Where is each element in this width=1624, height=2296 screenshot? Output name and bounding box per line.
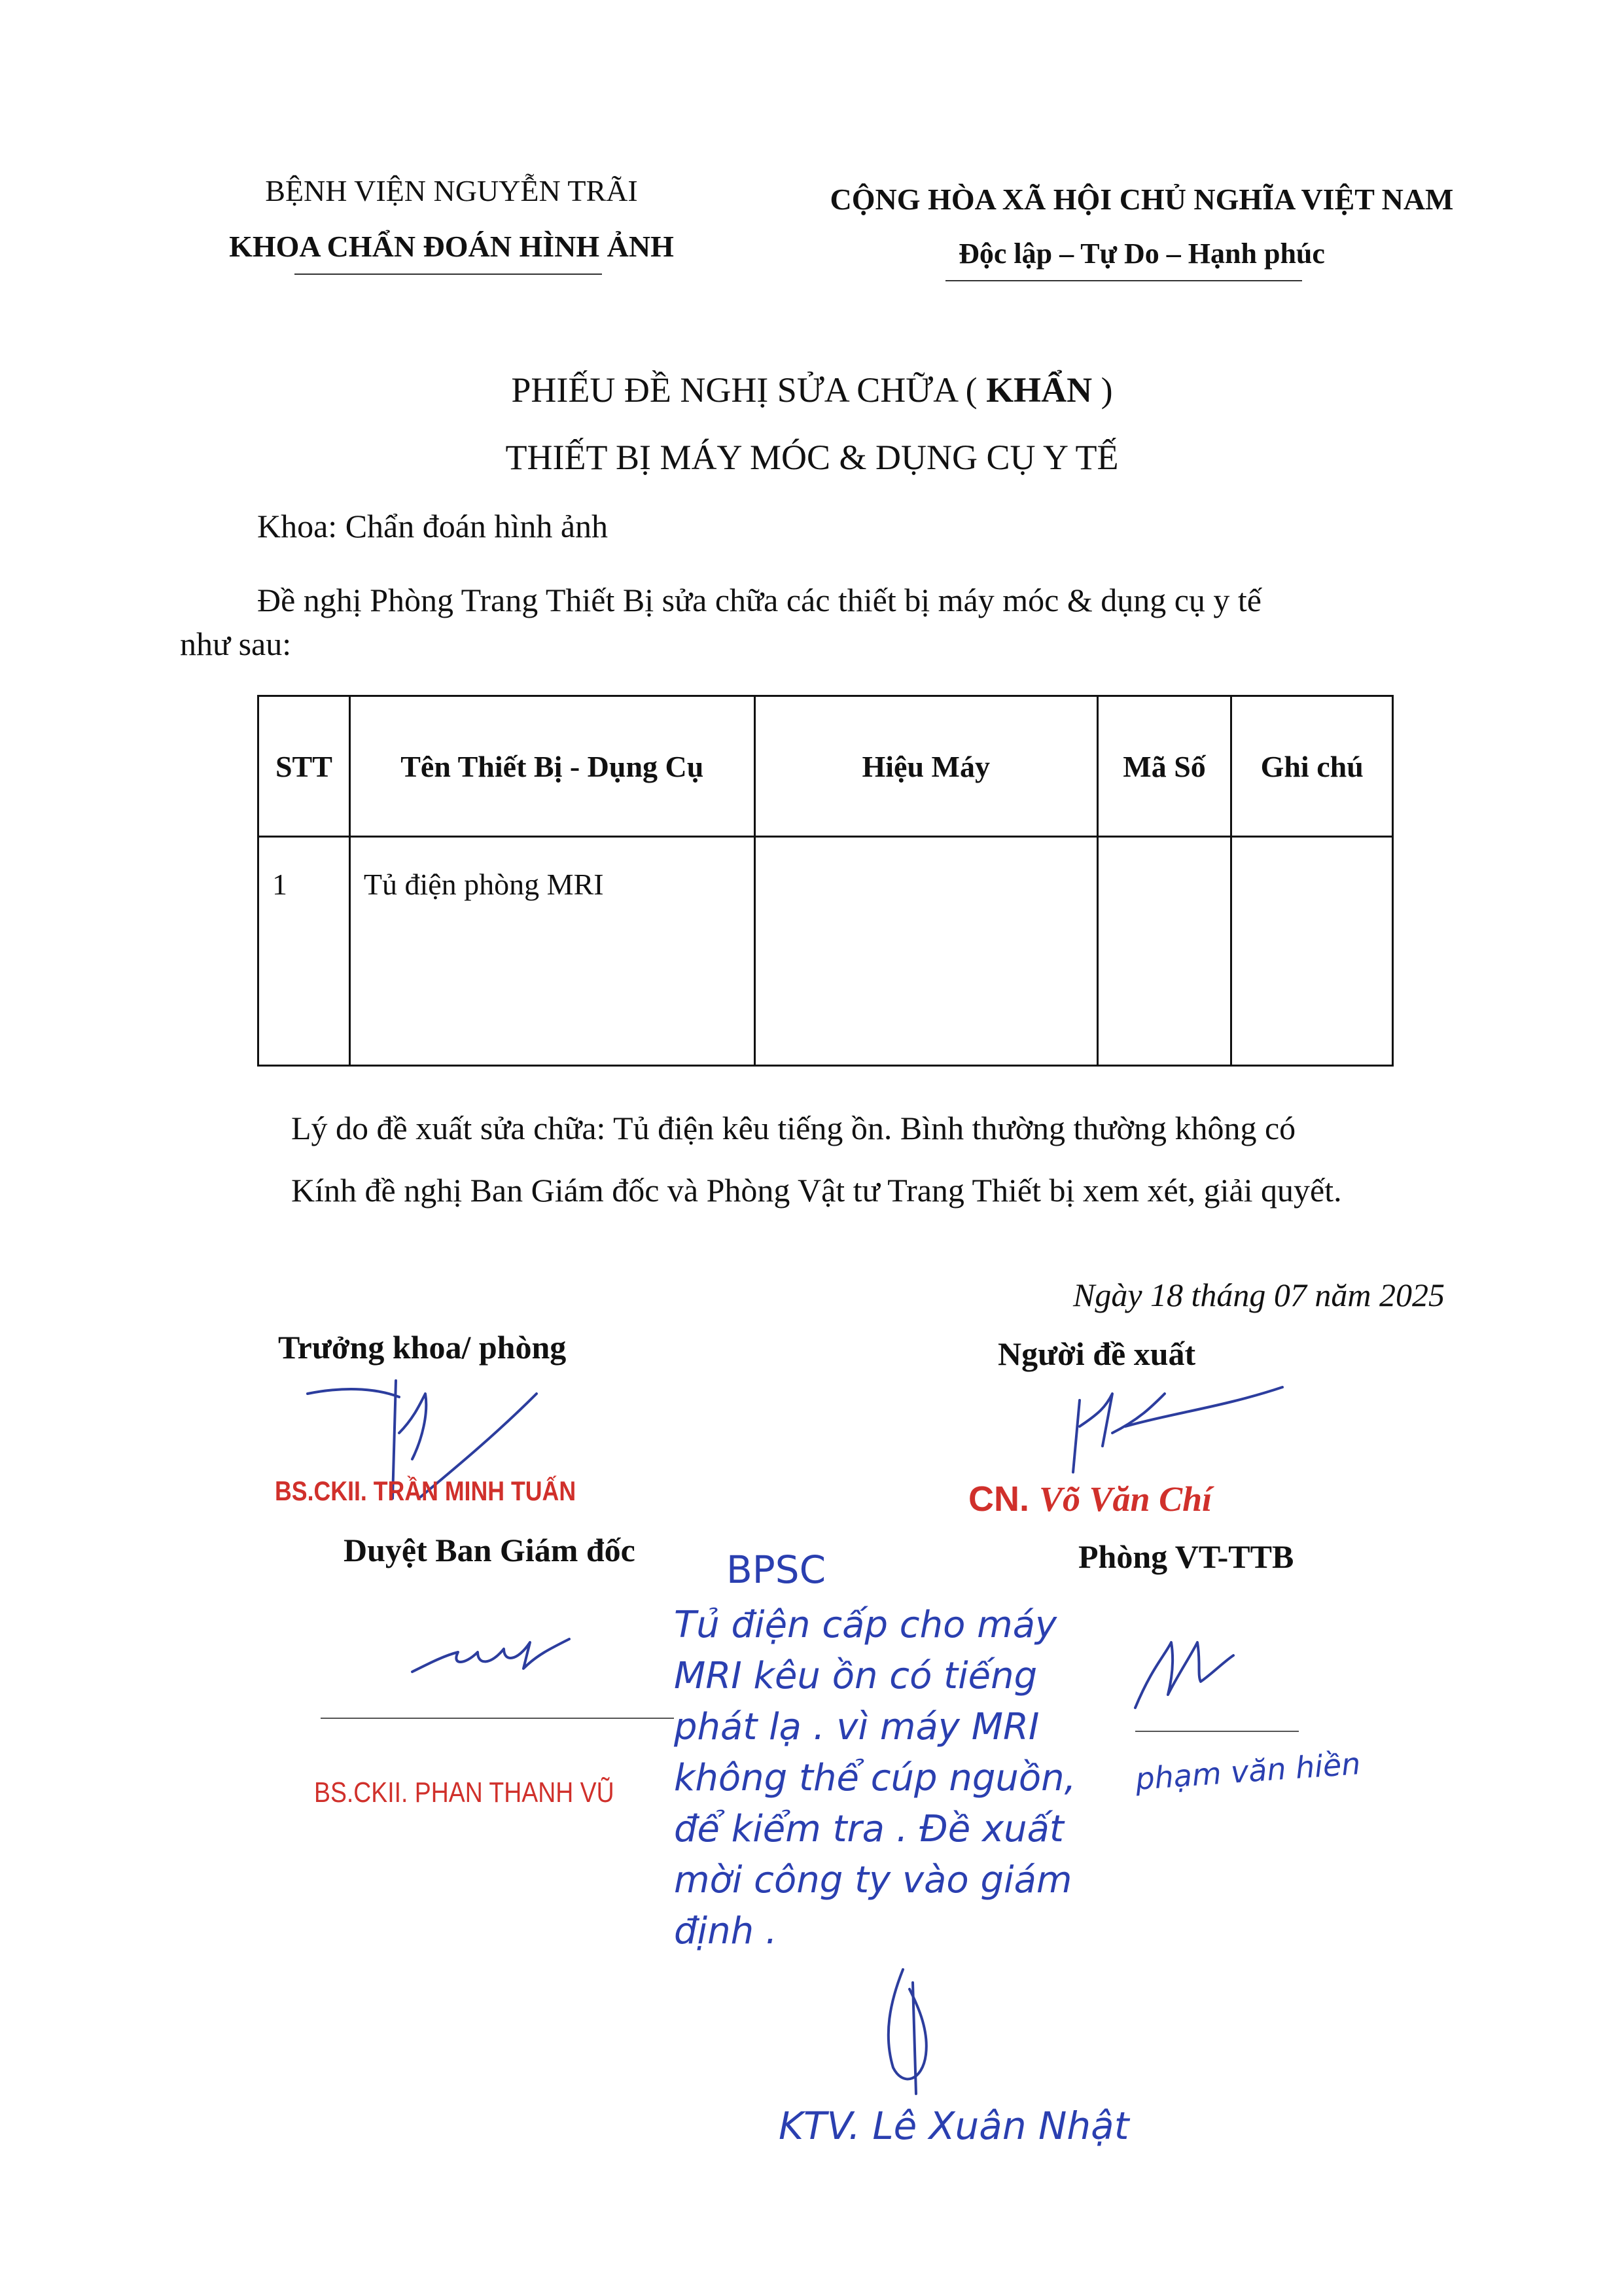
national-motto: Độc lập – Tự Do – Hạnh phúc (959, 238, 1325, 270)
equipment-handwritten-name: phạm văn hiền (1134, 1746, 1362, 1797)
note-signer-name: KTV. Lê Xuân Nhật (779, 2104, 1129, 2148)
column-header-code: Mã Số (1097, 696, 1231, 837)
director-signature (406, 1616, 576, 1688)
equipment-signature-line (1135, 1731, 1299, 1732)
handwritten-note-heading: BPSC (726, 1547, 826, 1592)
row-brand (754, 837, 1097, 1066)
equipment-department-title: Phòng VT-TTB (1078, 1538, 1294, 1575)
note-line: phát lạ . vì máy MRI (674, 1706, 1040, 1748)
note-line: Tủ điện cấp cho máy (674, 1604, 1057, 1646)
note-signature (864, 1963, 968, 2107)
note-line: MRI kêu ồn có tiếng (674, 1655, 1038, 1697)
header-right-underline (945, 280, 1302, 281)
head-name-stamp: BS.CKII. TRẦN MINH TUẤN (275, 1475, 576, 1506)
director-approval-title: Duyệt Ban Giám đốc (344, 1532, 635, 1568)
row-device-name: Tủ điện phòng MRI (349, 837, 754, 1066)
form-title-prefix: PHIẾU ĐỀ NGHỊ SỬA CHỮA ( (511, 370, 978, 410)
column-header-brand: Hiệu Máy (754, 696, 1097, 837)
closing-line: Kính đề nghị Ban Giám đốc và Phòng Vật tư Trang Thiết bị xem xét, giải quyết. (291, 1172, 1342, 1209)
director-name-stamp: BS.CKII. PHAN THANH VŨ (314, 1776, 614, 1809)
reason-line: Lý do đề xuất sửa chữa: Tủ điện kêu tiếng ồn. Bình thường thường không có (291, 1110, 1296, 1146)
form-subtitle: THIẾT BỊ MÁY MÓC & DỤNG CỤ Y TẾ (505, 438, 1119, 477)
table-row (258, 837, 1393, 1066)
equipment-signature (1125, 1616, 1296, 1721)
column-header-note: Ghi chú (1231, 696, 1393, 837)
proposer-stamp-prefix: CN. (968, 1479, 1029, 1519)
director-signature-line (321, 1718, 674, 1719)
national-title: CỘNG HÒA XÃ HỘI CHỦ NGHĨA VIỆT NAM (830, 183, 1454, 216)
hospital-name: BỆNH VIỆN NGUYỄN TRÃI (265, 174, 638, 207)
request-line: Đề nghị Phòng Trang Thiết Bị sửa chữa các thiết bị máy móc & dụng cụ y tế (257, 582, 1262, 618)
form-title (0, 370, 1624, 410)
head-of-department-title: Trưởng khoa/ phòng (278, 1329, 567, 1366)
table-header-row (258, 696, 1393, 837)
note-line: không thể cúp nguồn, (674, 1757, 1076, 1799)
column-header-device-name: Tên Thiết Bị - Dụng Cụ (349, 696, 754, 837)
row-stt: 1 (258, 837, 350, 1066)
column-header-stt: STT (258, 696, 350, 837)
handwritten-note (674, 1600, 1076, 1957)
proposer-stamp-name: Võ Văn Chí (1039, 1479, 1212, 1519)
note-line: định . (674, 1910, 777, 1952)
form-title-suffix: ) (1101, 370, 1113, 410)
proposer-title: Người đề xuất (998, 1335, 1196, 1372)
department-line: Khoa: Chẩn đoán hình ảnh (257, 508, 609, 544)
note-line: mời công ty vào giám (674, 1859, 1072, 1901)
proposer-name-stamp (968, 1479, 1212, 1519)
date-line: Ngày 18 tháng 07 năm 2025 (1073, 1277, 1445, 1313)
note-line: để kiểm tra . Đề xuất (674, 1808, 1064, 1850)
row-code (1097, 837, 1231, 1066)
equipment-table (257, 695, 1394, 1067)
urgent-label: KHẨN (986, 370, 1093, 410)
department-name: KHOA CHẨN ĐOÁN HÌNH ẢNH (229, 230, 674, 263)
header-left-underline (294, 274, 602, 275)
row-note (1231, 837, 1393, 1066)
request-line-continued: như sau: (180, 626, 292, 662)
